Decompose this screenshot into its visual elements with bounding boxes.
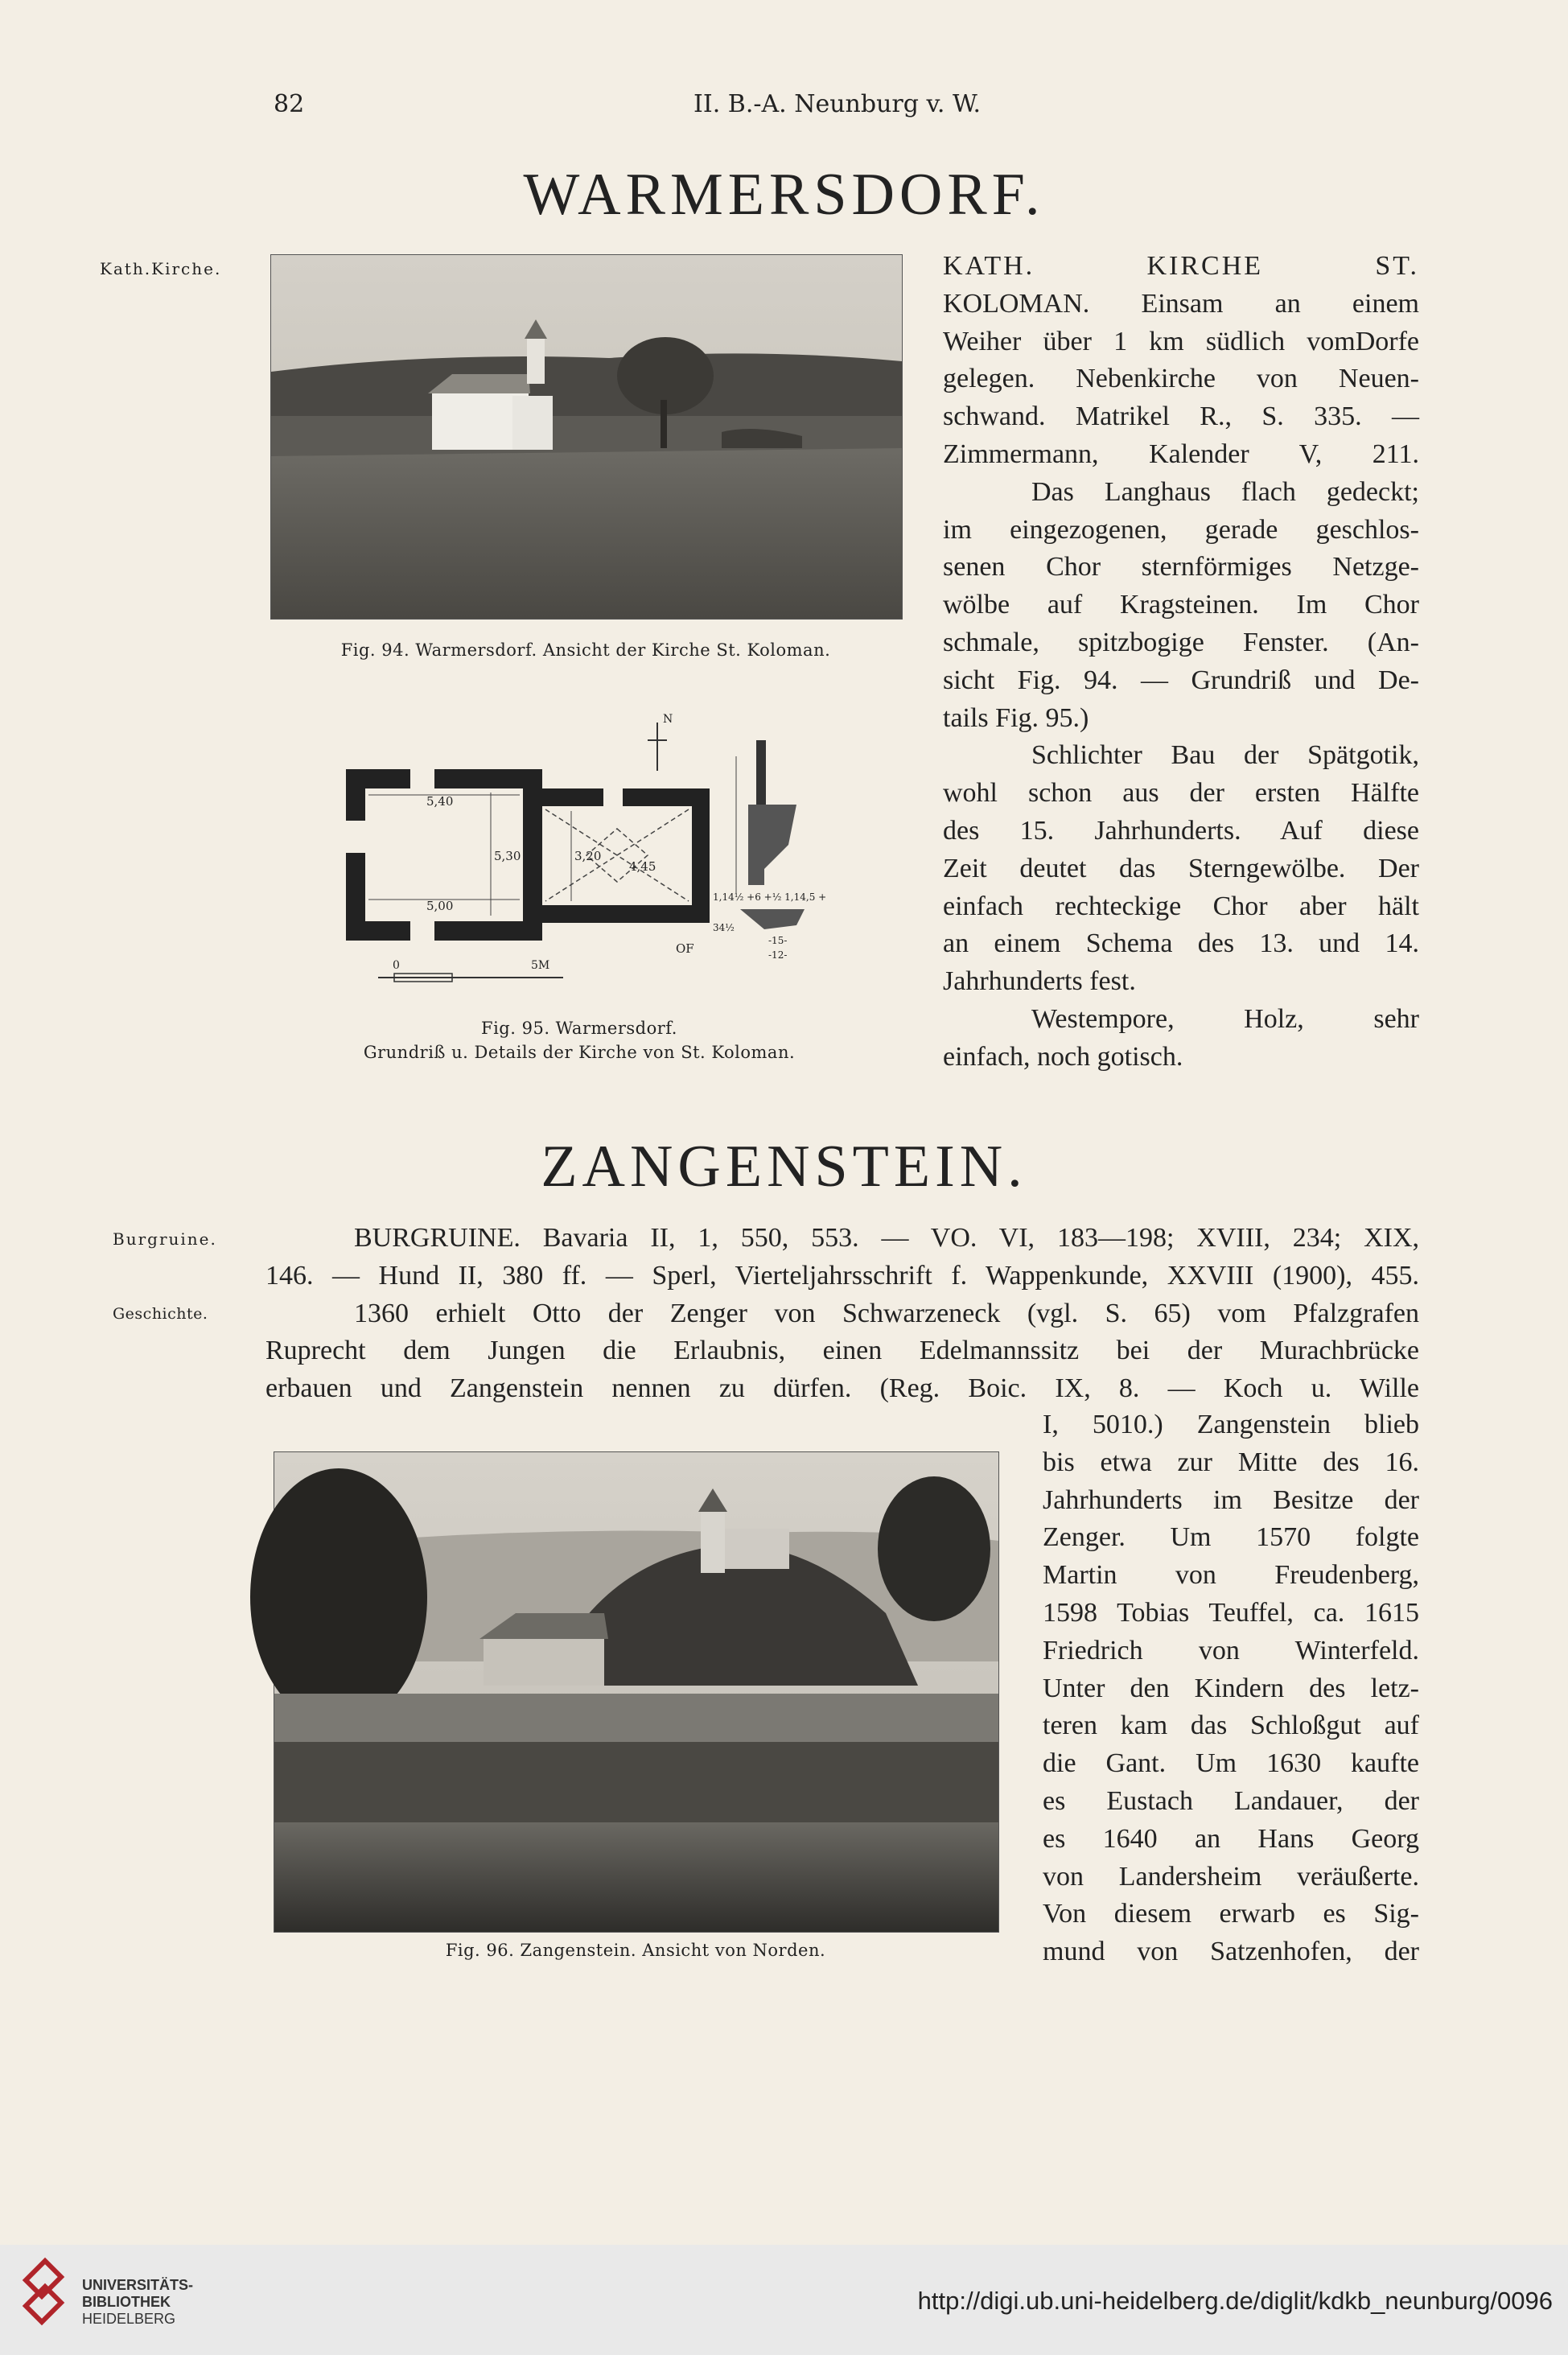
text-line: einfach, noch gotisch. [943, 1041, 1183, 1072]
scale-zero: 0 [393, 959, 400, 972]
running-title: II. B.-A. Neunburg v. W. [693, 90, 982, 118]
text-line: an einem Schema des 13. und 14. [943, 928, 1419, 959]
text-line: senen Chor sternförmiges Netzge- [943, 552, 1419, 583]
dim-500: 5,00 [426, 899, 454, 913]
text-line: bis etwa zur Mitte des 16. [1043, 1447, 1419, 1477]
text-line: Zeit deutet das Sterngewölbe. Der [943, 853, 1419, 883]
text-line: einfach rechteckige Chor aber hält [943, 891, 1419, 921]
dim-540: 5,40 [426, 794, 454, 809]
text-line: gelegen. Nebenkirche von Neuen- [943, 364, 1419, 394]
fig95-floor-plan [330, 708, 827, 1006]
text-line: 146. — Hund II, 380 ff. — Sperl, Vierteljahrsschrift f. Wappenkunde, XXVIII (1900), 455. [265, 1260, 1419, 1291]
text-line: Martin von Freudenberg, [1043, 1560, 1419, 1591]
text-line: Friedrich von Winterfeld. [1043, 1635, 1419, 1665]
text-line: des 15. Jahrhunderts. Auf diese [943, 815, 1419, 846]
text-line: erbauen und Zangenstein nennen zu dürfen. (Reg. Boic. IX, 8. — Koch u. Wille [265, 1373, 1419, 1404]
text-line: tails Fig. 95.) [943, 702, 1089, 733]
text-line: Zenger. Um 1570 folgte [1043, 1522, 1419, 1553]
scale-five: 5M [531, 959, 550, 972]
page-number: 82 [274, 90, 305, 118]
section-title-zangenstein: ZANGENSTEIN. [541, 1134, 1027, 1200]
library-logo-icon [23, 2258, 64, 2338]
detail-label-c: -15- [768, 935, 788, 946]
text-line: Ruprecht dem Jungen die Erlaubnis, einen Edelmannssitz bei der Murachbrücke [265, 1336, 1419, 1366]
text-line: sicht Fig. 94. — Grundriß und De- [943, 665, 1419, 695]
margin-note-kath-kirche: Kath.Kirche. [100, 259, 222, 278]
text-line: es Eustach Landauer, der [1043, 1785, 1419, 1816]
fig95-caption-1: Fig. 95. Warmersdorf. [481, 1019, 677, 1038]
detail-label-a: 1,14½ +6 +½ 1,14,5 + [713, 891, 827, 903]
fig94-caption: Fig. 94. Warmersdorf. Ansicht der Kirche St. Koloman. [340, 640, 831, 660]
zangenstein-side-text [1043, 1406, 1419, 1971]
text-line: Unter den Kindern des letz- [1043, 1673, 1419, 1703]
dim-445: 4,45 [629, 859, 656, 874]
text-line: Schlichter Bau der Spätgotik, [1031, 740, 1419, 771]
dim-320: 3,20 [574, 849, 602, 863]
text-line: im eingezogenen, gerade geschlos- [943, 514, 1419, 545]
text-line: wohl schon aus der ersten Hälfte [943, 778, 1419, 809]
text-line: wölbe auf Kragsteinen. Im Chor [943, 590, 1419, 620]
castle-photo-illustration [274, 1452, 998, 1932]
text-line: Jahrhunderts fest. [943, 966, 1136, 997]
zangenstein-full-text [265, 1220, 1419, 1408]
text-line: KATH. KIRCHE ST. [943, 251, 1419, 281]
library-logo-line3: HEIDELBERG [82, 2311, 176, 2327]
fig96-photo [274, 1451, 999, 1933]
detail-label-b: 34½ [713, 922, 735, 933]
text-line: Westempore, Holz, sehr [1031, 1003, 1419, 1034]
of-label: OF [676, 941, 694, 956]
floor-plan-drawing [330, 708, 827, 1006]
dim-530: 5,30 [494, 849, 521, 863]
fig94-photo [270, 254, 903, 620]
text-line: KOLOMAN. Einsam an einem [943, 288, 1419, 319]
text-line: die Gant. Um 1630 kaufte [1043, 1748, 1419, 1779]
section-title-warmersdorf: WARMERSDORF. [523, 162, 1045, 228]
library-logo-line2: BIBLIOTHEK [82, 2294, 171, 2310]
text-line: 1360 erhielt Otto der Zenger von Schwarzeneck (vgl. S. 65) vom Pfalzgrafen [354, 1298, 1419, 1328]
text-line: es 1640 an Hans Georg [1043, 1823, 1419, 1854]
text-line: Von diesem erwarb es Sig- [1043, 1899, 1419, 1929]
text-line: Das Langhaus flach gedeckt; [1031, 476, 1419, 507]
library-logo-line1: UNIVERSITÄTS- [82, 2277, 194, 2293]
text-line: BURGRUINE. Bavaria II, 1, 550, 553. — VO. VI, 183—198; XVIII, 234; XIX, [354, 1223, 1419, 1253]
fig95-caption-2: Grundriß u. Details der Kirche von St. Koloman. [363, 1043, 796, 1062]
warmersdorf-text-column [943, 248, 1419, 1077]
text-line: teren kam das Schloßgut auf [1043, 1711, 1419, 1741]
detail-label-d: -12- [768, 949, 788, 961]
margin-note-geschichte: Geschichte. [113, 1305, 208, 1323]
text-line: mund von Satzenhofen, der [1043, 1937, 1419, 1967]
text-line: Zimmermann, Kalender V, 211. [943, 438, 1419, 469]
text-line: Weiher über 1 km südlich vomDorfe [943, 326, 1419, 356]
text-line: schwand. Matrikel R., S. 335. — [943, 401, 1419, 432]
text-line: schmale, spitzbogige Fenster. (An- [943, 627, 1419, 657]
margin-note-burgruine: Burgruine. [113, 1229, 217, 1249]
church-photo-illustration [271, 255, 902, 619]
footer-url-link[interactable]: http://digi.ub.uni-heidelberg.de/diglit/kdkb_neunburg/0096 [917, 2287, 1553, 2315]
text-line: Jahrhunderts im Besitze der [1043, 1484, 1419, 1515]
text-line: von Landersheim veräußerte. [1043, 1861, 1419, 1892]
north-label: N [663, 713, 673, 726]
fig96-caption: Fig. 96. Zangenstein. Ansicht von Norden. [445, 1941, 826, 1960]
text-line: I, 5010.) Zangenstein blieb [1043, 1410, 1419, 1439]
text-line: 1598 Tobias Teuffel, ca. 1615 [1043, 1597, 1419, 1628]
